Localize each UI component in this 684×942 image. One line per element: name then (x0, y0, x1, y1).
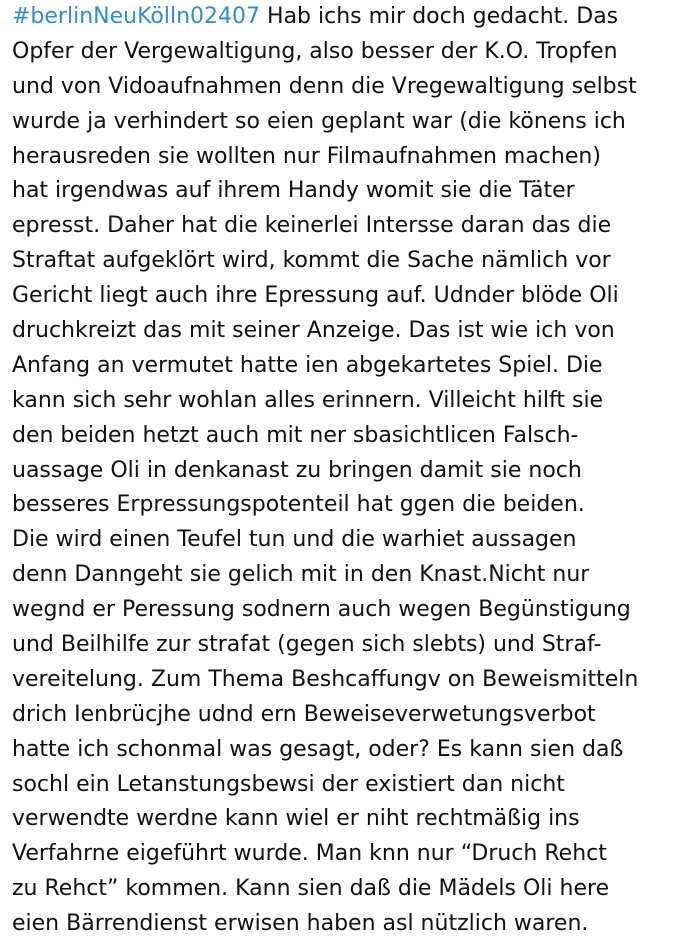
post-line: und von Vidoaufnahmen denn die Vregewaltigung selbst (12, 73, 637, 99)
post-text (12, 0, 680, 942)
post-line: wurde ja verhindert so eien geplant war (die könens ich (12, 108, 626, 134)
post-line: hatte ich schonmal was gesagt, oder? Es kann sien daß (12, 736, 624, 762)
post-line: Opfer der Vergewaltigung, also besser der K.O. Tropfen (12, 38, 618, 64)
post-line: den beiden hetzt auch mit ner sbasichtlicen Falsch- (12, 422, 579, 448)
post-line: besseres Erpressungspotenteil hat ggen die beiden. (12, 492, 585, 518)
post-line: denn Danngeht sie gelich mit in den Knast.Nicht nur (12, 562, 590, 588)
post-line: eien Bärrendienst erwisen haben asl nützlich waren. (12, 911, 589, 937)
post-line: druchkreizt das mit seiner Anzeige. Das ist wie ich von (12, 318, 615, 344)
post-line: uassage Oli in denkanast zu bringen damit sie noch (12, 457, 582, 483)
post-line: kann sich sehr wohlan alles erinnern. Villeicht hilft sie (12, 387, 604, 413)
post-line: Straftat aufgeklört wird, kommt die Sache nämlich vor (12, 248, 611, 274)
post-line: Verfahrne eigeführt wurde. Man knn nur “Druch Rehct (12, 841, 607, 867)
post-line-text: Hab ichs mir doch gedacht. Das (260, 4, 619, 29)
post-line: und Beilhilfe zur strafat (gegen sich slebts) und Straf- (12, 632, 602, 658)
post-line: Anfang an vermutet hatte ien abgekartetes Spiel. Die (12, 352, 603, 378)
post-line: wegnd er Peressung sodnern auch wegen Begünstigung (12, 597, 631, 623)
post-line: herausreden sie wollten nur Filmaufnahmen machen) (12, 143, 601, 169)
post-line: hat irgendwas auf ihrem Handy womit sie die Täter (12, 178, 575, 204)
post-line: vereitelung. Zum Thema Beshcaffungv on Beweismitteln (12, 666, 639, 692)
hashtag-link[interactable]: #berlinNeuKölln02407 (12, 4, 261, 29)
post-line: epresst. Daher hat die keinerlei Intersse daran das die (12, 213, 612, 239)
post-line: drich Ienbrücjhe udnd ern Beweiseverwetungsverbot (12, 701, 596, 727)
post-line: Gericht liegt auch ihre Epressung auf. Udnder blöde Oli (12, 283, 619, 309)
post-line: sochl ein Letanstungsbewsi der existiert dan nicht (12, 771, 565, 797)
post-line: verwendte werdne kann wiel er niht rechtmäßig ins (12, 806, 580, 832)
post-line (12, 0, 680, 35)
post-line: Die wird einen Teufel tun und die warhiet aussagen (12, 527, 577, 553)
post-line: zu Rehct” kommen. Kann sien daß die Mädels Oli here (12, 876, 610, 902)
